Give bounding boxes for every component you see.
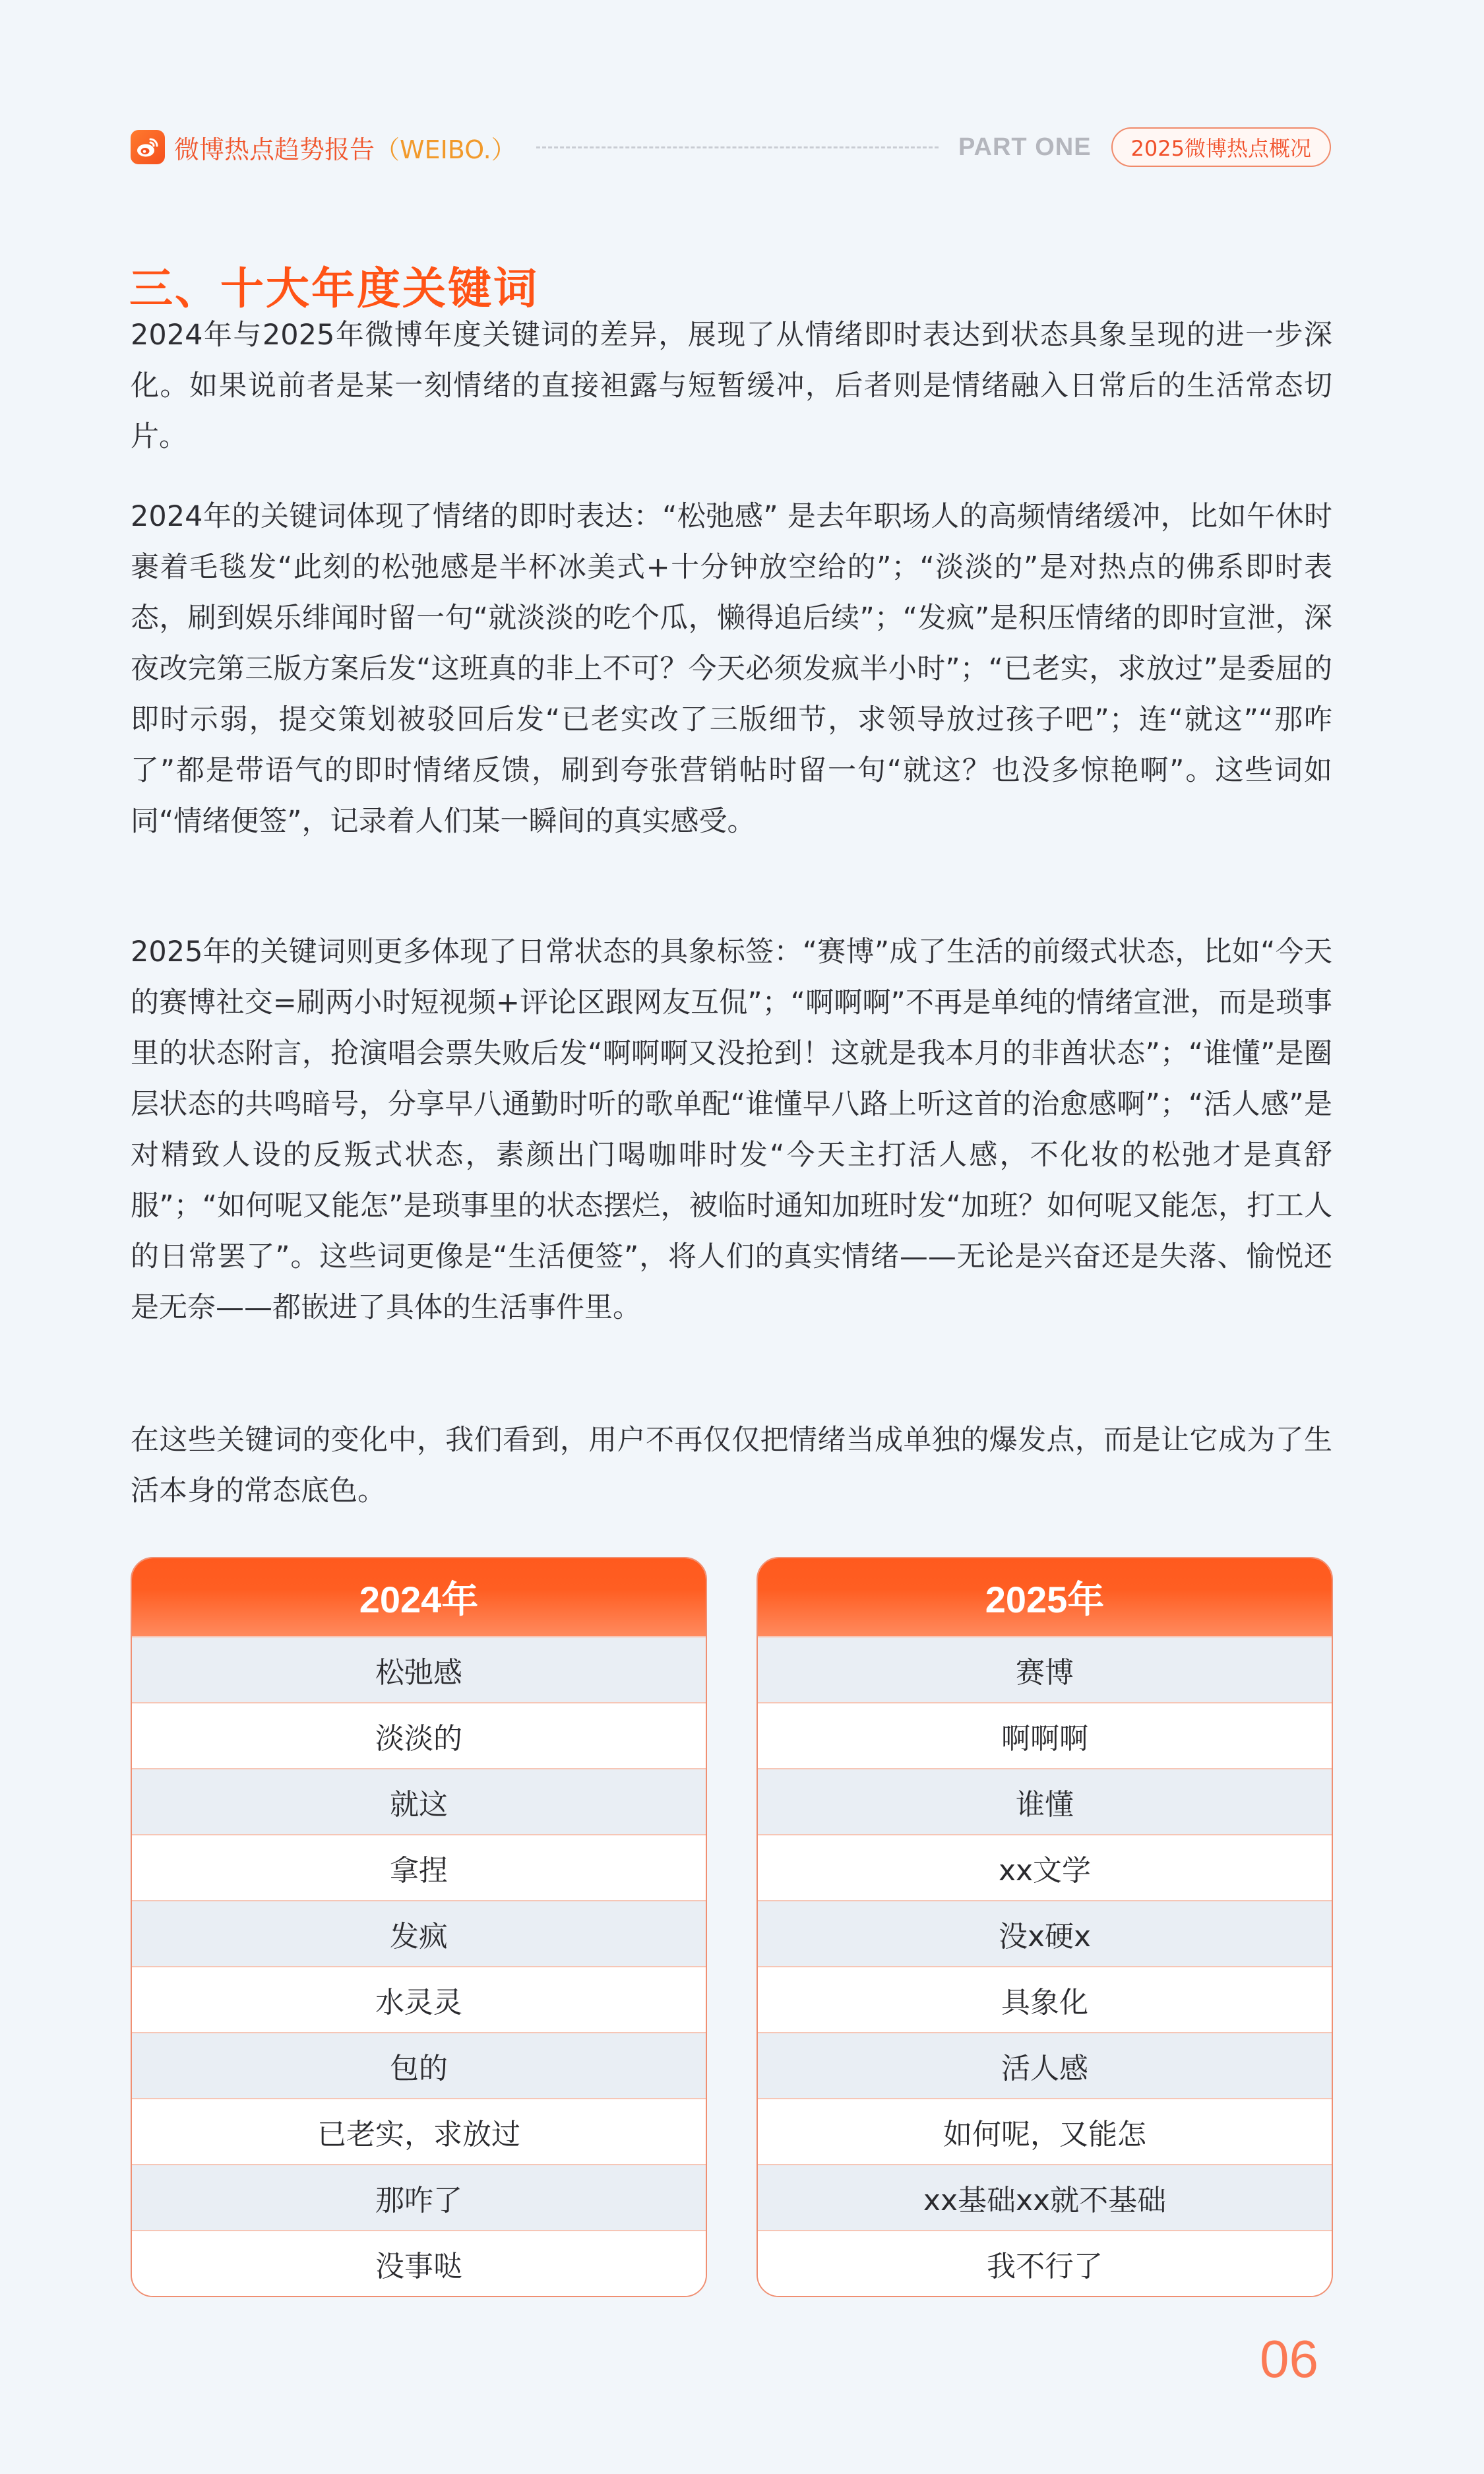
table-row: xx基础xx就不基础 xyxy=(758,2164,1332,2230)
table-row: xx文学 xyxy=(758,1834,1332,1900)
part-label: PART ONE xyxy=(958,133,1092,161)
page-number: 06 xyxy=(1260,2330,1318,2388)
table-row: 赛博 xyxy=(758,1636,1332,1702)
table-header-2025: 2025年 xyxy=(758,1558,1332,1636)
table-row: 啊啊啊 xyxy=(758,1702,1332,1768)
table-row: 水灵灵 xyxy=(132,1966,706,2032)
table-row: 松弛感 xyxy=(132,1636,706,1702)
table-row: 如何呢，又能怎 xyxy=(758,2098,1332,2164)
table-row: 就这 xyxy=(132,1768,706,1834)
weibo-logo-icon xyxy=(131,130,165,164)
brand-title-en: （WEIBO.） xyxy=(375,135,516,164)
table-row: 淡淡的 xyxy=(132,1702,706,1768)
table-row: 没x硬x xyxy=(758,1900,1332,1966)
table-row: 已老实，求放过 xyxy=(132,2098,706,2164)
table-row: 没事哒 xyxy=(132,2230,706,2296)
conclusion-paragraph: 在这些关键词的变化中，我们看到，用户不再仅仅把情绪当成单独的爆发点，而是让它成为了生活本身的常态底色。 xyxy=(131,1424,1332,1507)
section-title: 三、十大年度关键词 xyxy=(129,263,539,315)
table-row: 发疯 xyxy=(132,1900,706,1966)
table-row: 活人感 xyxy=(758,2032,1332,2098)
keywords-table-2024 xyxy=(131,1557,707,2297)
table-row: 我不行了 xyxy=(758,2230,1332,2296)
intro-paragraph: 2024年与2025年微博年度关键词的差异，展现了从情绪即时表达到状态具象呈现的进一步深化。如果说前者是某一刻情绪的直接袒露与短暂缓冲，后者则是情绪融入日常后的生活常态切片。 xyxy=(131,319,1332,453)
page-header xyxy=(131,125,1331,169)
table-row: 谁懂 xyxy=(758,1768,1332,1834)
table-row: 包的 xyxy=(132,2032,706,2098)
paragraph-2025-keywords: 2025年的关键词则更多体现了日常状态的具象标签：“赛博”成了生活的前缀式状态，比如“今天的赛博社交=刷两小时短视频+评论区跟网友互侃”；“啊啊啊”不再是单纯的情绪宣泄，而是琐事里的状态附言，抢演唱会票失败后发“啊啊啊又没抢到！这就是我本月的非酋状态”；“谁懂”是圈层状态的共鸣暗号，分享早八通勤时听的歌单配“谁懂早八路上听这首的治愈感啊”；“活人感”是对精致人设的反叛式状态，素颜出门喝咖啡时发“今天主打活人感，不化妆的松弛才是真舒服”；“如何呢又能怎”是琐事里的状态摆烂，被临时通知加班时发“加班？如何呢又能怎，打工人的日常罢了”。这些词更像是“生活便签”，将人们的真实情绪——无论是兴奋还是失落、愉悦还是无奈——都嵌进了具体的生活事件里。 xyxy=(131,936,1332,1324)
header-divider xyxy=(536,146,939,148)
section-pill: 2025微博热点概况 xyxy=(1111,127,1331,167)
paragraph-2024-keywords: 2024年的关键词体现了情绪的即时表达：“松弛感” 是去年职场人的高频情绪缓冲，比如午休时裹着毛毯发“此刻的松弛感是半杯冰美式+十分钟放空给的”；“淡淡的”是对热点的佛系即时表态，刷到娱乐绯闻时留一句“就淡淡的吃个瓜，懒得追后续”；“发疯”是积压情绪的即时宣泄，深夜改完第三版方案后发“这班真的非上不可？今天必须发疯半小时”；“已老实，求放过”是委屈的即时示弱，提交策划被驳回后发“已老实改了三版细节，求领导放过孩子吧”；连“就这”“那咋了”都是带语气的即时情绪反馈，刷到夸张营销帖时留一句“就这？也没多惊艳啊”。这些词如同“情绪便签”，记录着人们某一瞬间的真实感受。 xyxy=(131,500,1332,838)
table-header-2024: 2024年 xyxy=(132,1558,706,1636)
table-row: 那咋了 xyxy=(132,2164,706,2230)
table-row: 拿捏 xyxy=(132,1834,706,1900)
table-row: 具象化 xyxy=(758,1966,1332,2032)
report-brand xyxy=(174,129,516,166)
keywords-table-2025 xyxy=(757,1557,1333,2297)
brand-title-cn: 微博热点趋势报告 xyxy=(174,135,375,164)
